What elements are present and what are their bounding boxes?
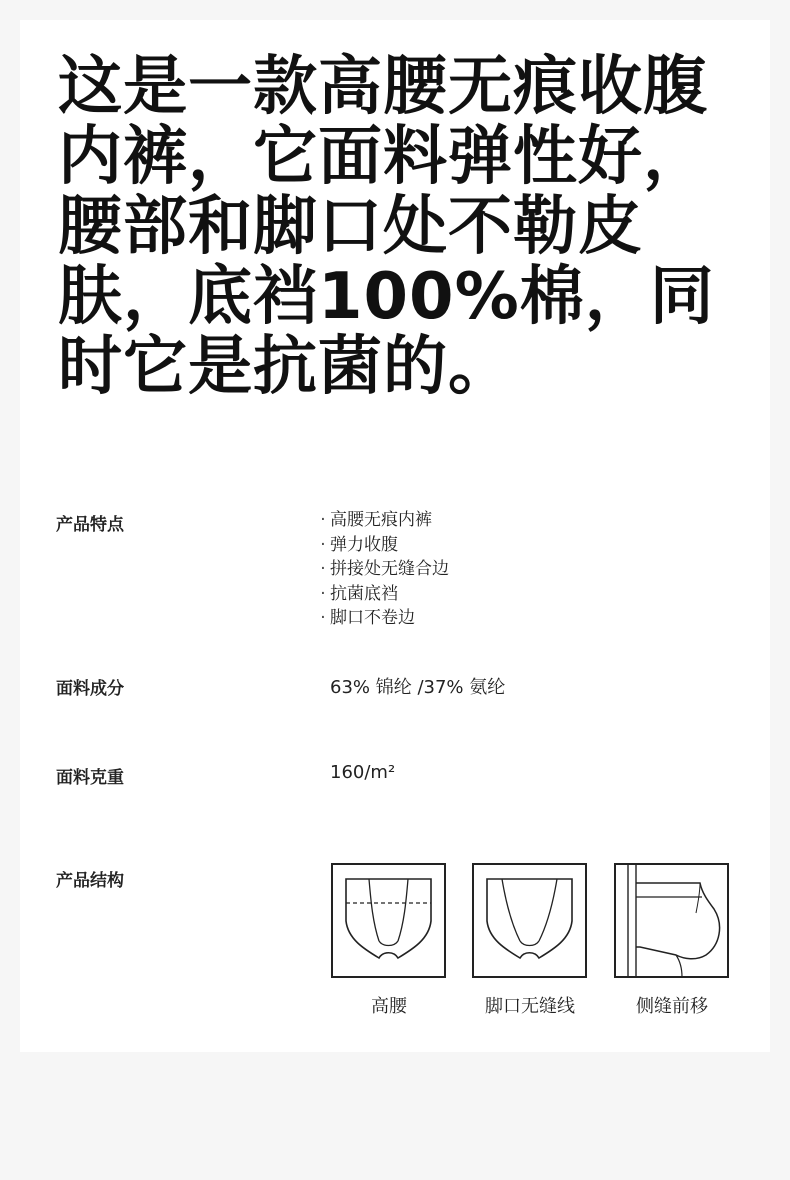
diagram-caption: 侧缝前移: [636, 996, 708, 1017]
high-waist-brief-icon: [331, 863, 446, 978]
feature-item: · 拼接处无缝合边: [320, 559, 449, 579]
content-card: [20, 20, 770, 1052]
side-seam-forward-icon: [614, 863, 729, 978]
diagram-caption: 脚口无缝线: [485, 996, 575, 1017]
headline: 这是一款高腰无痕收腹内裤，它面料弹性好，腰部和脚口处不勒皮肤，底裆100%棉，同时它是抗菌的。: [58, 50, 715, 404]
feature-item: · 高腰无痕内裤: [320, 510, 432, 530]
fabric-label: 面料成分: [56, 679, 124, 699]
feature-item: · 抗菌底裆: [320, 583, 398, 604]
feature-item: · 弹力收腹: [320, 534, 398, 555]
weight-value: 160/m²: [330, 762, 396, 783]
feature-list: [316, 508, 449, 631]
features-label: 产品特点: [56, 515, 124, 535]
structure-label: 产品结构: [56, 871, 124, 891]
diagram-caption: 高腰: [371, 996, 407, 1017]
seamless-leg-opening-brief-icon: [472, 863, 587, 978]
fabric-value: 63% 锦纶 /37% 氨纶: [330, 677, 506, 698]
feature-item: · 脚口不卷边: [320, 608, 415, 628]
weight-label: 面料克重: [56, 768, 124, 788]
